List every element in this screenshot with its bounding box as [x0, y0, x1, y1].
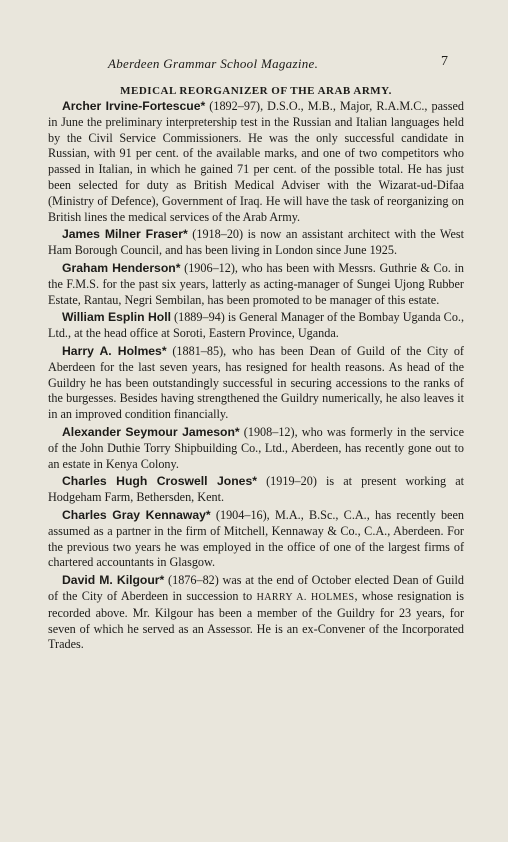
entry-text: (1906–12), who has been with Messrs. Guthrie & Co. in the F.M.S. for the past six years, latterly as acting-manager of Sungei Ujong Rubber Estate, Rantau, Negri Sembilan, has been promoted to be manager of this estate. [48, 260, 464, 307]
entry-henderson [48, 261, 464, 308]
entry-jones [48, 474, 464, 506]
entry-text: (1919–20) is at present working at Hodgeham Farm, Bethersden, Kent. [48, 474, 464, 505]
entry-name: Harry A. Holmes* [62, 343, 167, 358]
entry-name: Charles Gray Kennaway* [62, 507, 211, 522]
page-number: 7 [441, 54, 448, 69]
section-heading: MEDICAL REORGANIZER OF THE ARAB ARMY. [120, 85, 392, 97]
entry-jameson [48, 425, 464, 472]
entry-holl [48, 310, 464, 342]
entry-irvine-fortescue [48, 99, 464, 225]
entry-name: James Milner Fraser* [62, 227, 188, 242]
entry-text: (1876–82) was at the end of October elected Dean of Guild of the City of Aberdeen in succession to [48, 573, 464, 603]
entry-text: (1908–12), who was formerly in the service of the John Duthie Torry Shipbuilding Co., Ltd., Aberdeen, has recently gone out to an estate in Kenya Colony. [48, 424, 464, 471]
running-head [48, 52, 464, 74]
entry-text: (1918–20) is now an assistant architect with the West Ham Borough Council, and has been living in London since June 1925. [48, 227, 464, 258]
running-title: Aberdeen Grammar School Magazine. [108, 56, 319, 71]
entry-kilgour [48, 573, 464, 653]
entry-text: (1889–94) is General Manager of the Bombay Uganda Co., Ltd., at the head office at Soroti, Eastern Province, Uganda. [48, 310, 465, 341]
entry-text: , whose resignation is recorded above. Mr. Kilgour has been a member of the Guildry for 23 years, for seven of which he served as an Assessor. He is an ex-Convener of the Incorporated Trades. [48, 588, 464, 652]
smallcaps-name: HARRY A. HOLMES [256, 591, 355, 603]
entry-name: Archer Irvine-Fortescue* [62, 99, 206, 113]
entry-text: (1881–85), who has been Dean of Guild of the City of Aberdeen for the last seven years, has resigned for health reasons. As head of the Guildry he has been outstandingly successful in securing accessions to the ranks of the burgesses. Besides having strengthened the Guildry numerically, he also leaves it in an improved condition financially. [48, 343, 464, 422]
entry-name: Graham Henderson* [62, 260, 181, 275]
entry-kennaway [48, 508, 464, 571]
entry-name: William Esplin Holl [62, 310, 171, 325]
entry-text: (1904–16), M.A., B.Sc., C.A., has recently been assumed as a partner in the firm of Mitchell, Kennaway & Co., C.A., Aberdeen. For the previous two years he was employed in the office of one of the largest firms of chartered accountants in Glasgow. [48, 507, 464, 570]
article-body [48, 99, 464, 653]
entry-name: Charles Hugh Croswell Jones* [62, 474, 257, 489]
entry-fraser [48, 227, 464, 259]
entry-name: David M. Kilgour* [62, 573, 165, 588]
entry-name: Alexander Seymour Jameson* [62, 424, 240, 439]
entry-holmes [48, 344, 464, 423]
entry-text: (1892–97), D.S.O., M.B., Major, R.A.M.C., passed in June the preliminary interpretership test in the Russian and Italian languages held by the Civil Service Commissioners. He was the only successful candidate in Russian, with 91 per cent. of the available marks, and one of two competitors who passed in Italian, in which he gained 71 per cent. of the possible total. He has just been selected for duty as British Medical Adviser with the Wizarat-ud-Difaa (Ministry of Defence), Government of Iraq. He will have the task of reorganizing on British lines the medical services of the Arab Army. [48, 99, 464, 224]
